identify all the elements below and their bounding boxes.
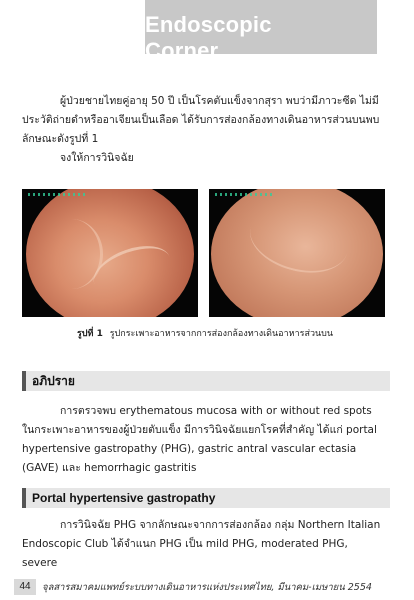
- section-discussion-heading: อภิปราย: [22, 371, 390, 391]
- journal-name: จุลสารสมาคมแพทย์ระบบทางเดินอาหารแห่งประเทศไทย, มีนาคม-เมษายน 2554: [42, 582, 372, 593]
- page-title: Endoscopic Corner: [145, 12, 272, 63]
- case-question: จงให้การวินิจฉัย: [60, 152, 134, 164]
- page-number: 44: [14, 579, 36, 595]
- section-phg-heading: Portal hypertensive gastropathy: [22, 488, 390, 508]
- figure-caption-text: รูปกระเพาะอาหารจากการส่องกล้องทางเดินอาหารส่วนบน: [109, 329, 334, 339]
- figure-label: รูปที่ 1: [76, 329, 103, 339]
- figure-images: [22, 189, 388, 317]
- header-bar: [145, 0, 377, 63]
- discussion-paragraph: การตรวจพบ erythematous mucosa with or without red spots ในกระเพาะอาหารของผู้ป่วยตับแข็ง มีการวินิจฉัยแยกโรคที่สำคัญ ได้แก่ portal hypertensive gastropathy (PHG), gastric antral vascular ectasia (GAVE) และ hemorrhagic gastritis: [22, 405, 377, 474]
- phg-paragraph: การวินิจฉัย PHG จากลักษณะจากการส่องกล้อง กลุ่ม Northern Italian Endoscopic Club ได้จำแนก PHG เป็น mild PHG, moderated PHG, severe: [22, 519, 381, 569]
- endoscopy-image-right: [209, 189, 385, 317]
- figure-caption: [22, 326, 388, 340]
- case-paragraph: ผู้ป่วยชายไทยคู่อายุ 50 ปี เป็นโรคตับแข็งจากสุรา พบว่ามีภาวะซีด ไม่มีประวัติถ่ายดำหรืออาเจียนเป็นเลือด ได้รับการส่องกล้องทางเดินอาหารส่วนบนพบลักษณะดังรูปที่ 1: [22, 95, 380, 145]
- page-footer: [14, 579, 406, 595]
- endoscopy-image-left: [22, 189, 198, 317]
